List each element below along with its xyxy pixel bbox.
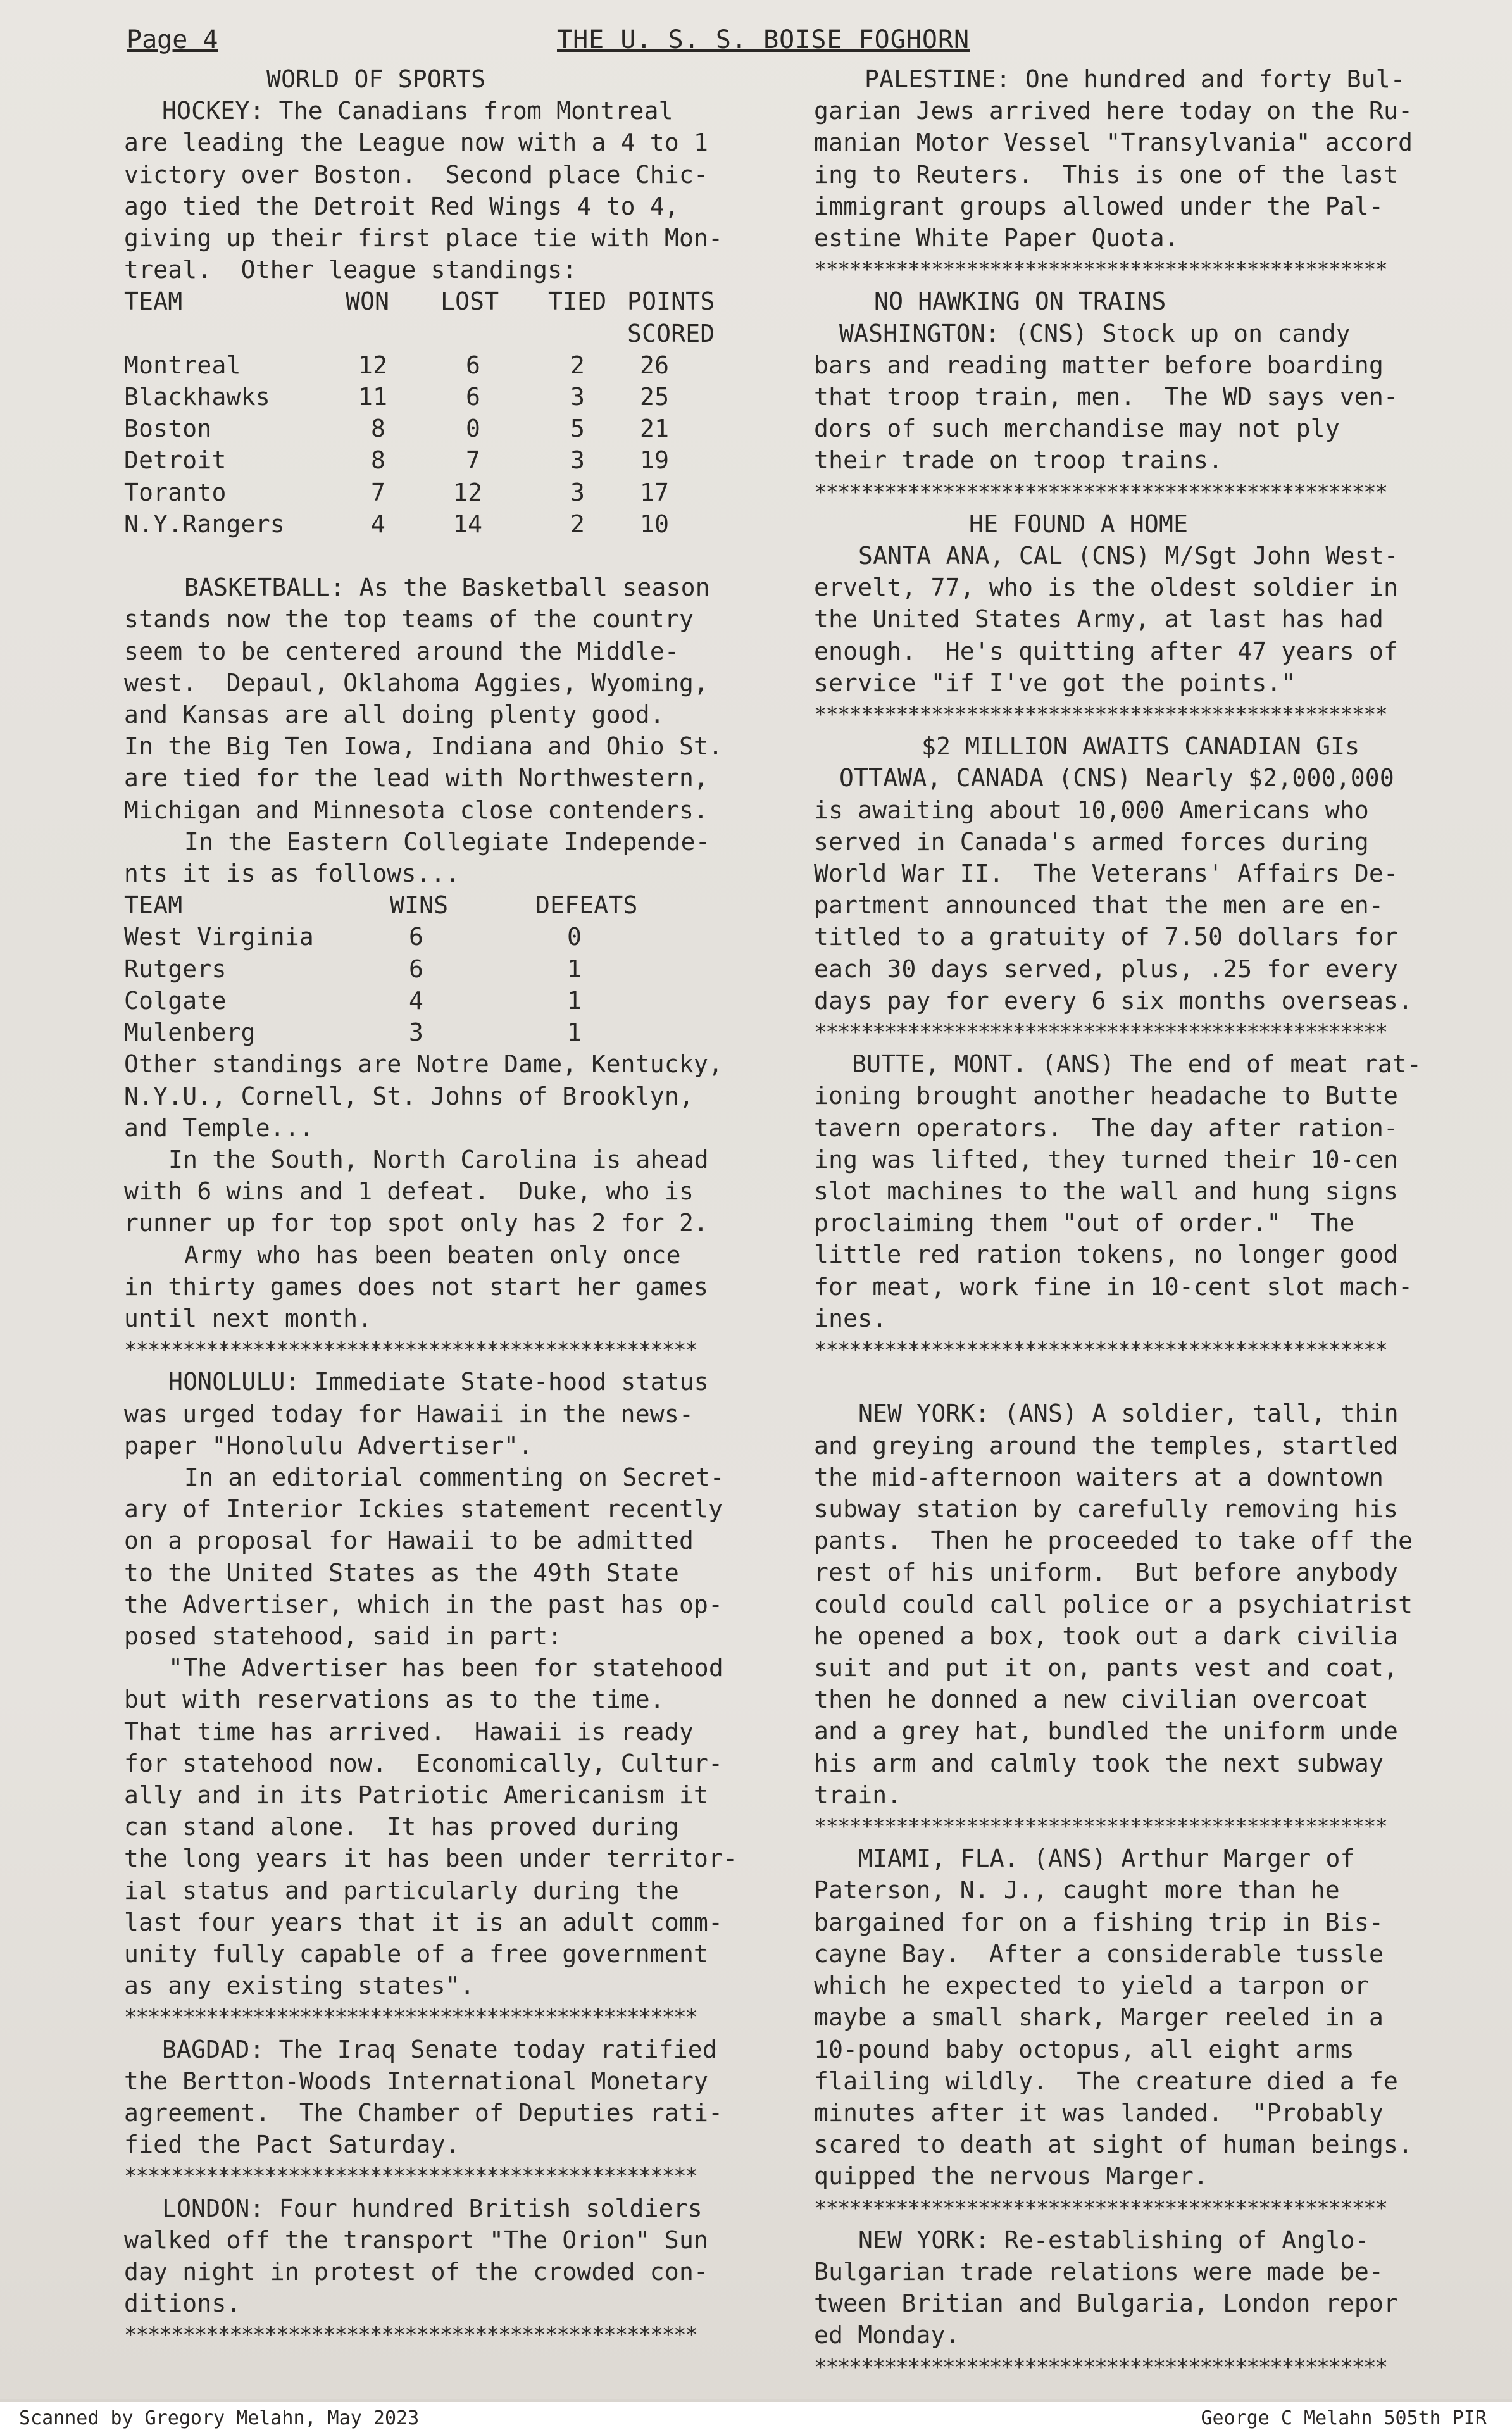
article-line: and a grey hat, bundled the uniform unde	[814, 1717, 1399, 1746]
column-header: TEAM	[124, 891, 183, 920]
article-line: served in Canada's armed forces during	[814, 827, 1369, 856]
hockey-article	[124, 95, 795, 285]
article-line: ed Monday.	[814, 2321, 960, 2350]
london-article	[124, 2193, 795, 2320]
team-name: Toranto	[124, 478, 227, 506]
article-line: ditions.	[124, 2289, 241, 2318]
owner-credit: George C Melahn 505th PIR	[1201, 2407, 1487, 2429]
cell-value: 1	[567, 1018, 582, 1047]
miami-article	[814, 1843, 1485, 2192]
article-line: N.Y.U., Cornell, St. Johns of Brooklyn,	[124, 1082, 694, 1110]
article-headline: HE FOUND A HOME	[969, 510, 1189, 538]
article-line: fied the Pact Saturday.	[124, 2131, 460, 2159]
column-header: LOST	[440, 287, 499, 316]
article-line: for meat, work fine in 10-cent slot mach-	[814, 1272, 1413, 1301]
new-york-article	[814, 1398, 1485, 1811]
article-line: ary of Interior Ickies statement recently	[124, 1495, 723, 1524]
article-line: each 30 days served, plus, .25 for every	[814, 955, 1399, 983]
article-line: ial status and particularly during the	[124, 1876, 679, 1905]
scan-credit: Scanned by Gregory Melahn, May 2023	[19, 2407, 420, 2429]
column-header: POINTS SCORED	[627, 287, 715, 347]
article-line: OTTAWA, CANADA (CNS) Nearly $2,000,000	[839, 764, 1394, 792]
table-header-row	[124, 889, 638, 921]
article-line: the mid-afternoon waiters at a downtown	[814, 1463, 1384, 1491]
article-line: ago tied the Detroit Red Wings 4 to 4,	[124, 192, 679, 220]
article-line: SANTA ANA, CAL (CNS) M/Sgt John West-	[858, 542, 1399, 570]
cell-value: 6	[409, 955, 424, 983]
table-row	[124, 477, 735, 508]
article-line: but with reservations as to the time.	[124, 1686, 665, 1714]
cell-value: 0	[466, 415, 481, 443]
article-line: BASKETBALL: As the Basketball season	[184, 573, 710, 602]
cell-value: 4	[409, 986, 424, 1015]
table-row	[124, 444, 735, 476]
article-line: World War II. The Veterans' Affairs De-	[814, 860, 1399, 888]
cell-value: 3	[409, 1018, 424, 1047]
article-line: the long years it has been under territor-	[124, 1844, 738, 1873]
hawking-article	[814, 318, 1485, 477]
team-name: Colgate	[124, 986, 227, 1015]
column-header: DEFEATS	[535, 891, 638, 920]
cell-value: 12	[358, 351, 388, 379]
cell-value: 11	[358, 383, 388, 411]
article-line: quipped the nervous Marger.	[814, 2162, 1209, 2191]
team-name: Mulenberg	[124, 1018, 256, 1047]
article-line: posed statehood, said in part:	[124, 1622, 563, 1650]
team-name: West Virginia	[124, 923, 315, 951]
cell-value: 8	[371, 446, 386, 475]
cell-value: 6	[409, 923, 424, 951]
hockey-standings-table	[124, 285, 735, 540]
article-line: walked off the transport "The Orion" Sun	[124, 2225, 709, 2254]
left-column	[124, 63, 795, 2351]
cell-value: 26	[640, 351, 670, 379]
article-line: train.	[814, 1781, 902, 1809]
article-line: ing to Reuters. This is one of the last	[814, 160, 1399, 189]
article-line: giving up their first place tie with Mon-	[124, 224, 723, 253]
article-line: In an editorial commenting on Secret-	[184, 1463, 725, 1491]
article-line: can stand alone. It has proved during	[124, 1813, 679, 1841]
table-row	[124, 953, 638, 985]
column-header: TEAM	[124, 287, 183, 316]
right-column	[814, 63, 1485, 2383]
article-line: and Kansas are all doing plenty good.	[124, 701, 665, 729]
newspaper-title: THE U. S. S. BOISE FOGHORN	[557, 25, 970, 54]
article-line: enough. He's quitting after 47 years of	[814, 637, 1399, 665]
cell-value: 12	[453, 478, 483, 506]
article-line: his arm and calmly took the next subway	[814, 1749, 1384, 1777]
article-line: victory over Boston. Second place Chic-	[124, 160, 709, 189]
table-row	[124, 985, 638, 1017]
article-line: subway station by carefully removing his	[814, 1495, 1399, 1524]
article-headline: NO HAWKING ON TRAINS	[874, 287, 1166, 316]
article-line: to the United States as the 49th State	[124, 1558, 679, 1587]
article-line: was urged today for Hawaii in the news-	[124, 1399, 694, 1428]
cell-value: 1	[567, 986, 582, 1015]
table-row	[124, 921, 638, 953]
cell-value: 10	[640, 510, 670, 538]
article-line: tween Britian and Bulgaria, London repor	[814, 2289, 1399, 2318]
cell-value: 25	[640, 383, 670, 411]
article-line: In the South, North Carolina is ahead	[168, 1145, 709, 1174]
article-line: ing was lifted, they turned their 10-cen	[814, 1145, 1399, 1174]
sports-title: WORLD OF SPORTS	[266, 65, 486, 93]
article-line: bars and reading matter before boarding	[814, 351, 1384, 379]
article-line: HONOLULU: Immediate State-hood status	[168, 1368, 709, 1396]
article-line: partment announced that the men are en-	[814, 891, 1384, 920]
article-line: on a proposal for Hawaii to be admitted	[124, 1527, 694, 1555]
article-line: tavern operators. The day after ration-	[814, 1113, 1399, 1142]
article-line: In the Eastern Collegiate Independe-	[184, 827, 710, 856]
separator: *************************************************	[124, 1337, 697, 1363]
article-line: the Bertton-Woods International Monetary	[124, 2067, 709, 2095]
spacer	[814, 1366, 1485, 1398]
article-line: LONDON: Four hundred British soldiers	[162, 2194, 703, 2222]
cell-value: 6	[466, 383, 481, 411]
article-line: garian Jews arrived here today on the Ru-	[814, 97, 1413, 125]
basketball-article-continued	[124, 1048, 795, 1334]
article-line: ervelt, 77, who is the oldest soldier in	[814, 573, 1399, 602]
article-line: Bulgarian trade relations were made be-	[814, 2257, 1384, 2286]
article-line: stands now the top teams of the country	[124, 605, 694, 634]
home-article	[814, 540, 1485, 699]
article-line: 10-pound baby octopus, all eight arms	[814, 2035, 1354, 2063]
article-line: and Temple...	[124, 1113, 315, 1142]
cell-value: 21	[640, 415, 670, 443]
article-line: manian Motor Vessel "Transylvania" accord	[814, 128, 1413, 157]
separator: *************************************************	[814, 702, 1387, 728]
article-line: PALESTINE: One hundred and forty Bul-	[865, 65, 1405, 93]
article-line: runner up for top spot only has 2 for 2.	[124, 1209, 709, 1237]
article-line: with 6 wins and 1 defeat. Duke, who is	[124, 1177, 694, 1206]
team-name: Rutgers	[124, 955, 227, 983]
article-line: treal. Other league standings:	[124, 256, 577, 284]
cell-value: 4	[371, 510, 386, 538]
cell-value: 0	[567, 923, 582, 951]
separator: *************************************************	[814, 257, 1387, 283]
article-line: the Advertiser, which in the past has op-	[124, 1590, 723, 1618]
article-line: Michigan and Minnesota close contenders.	[124, 796, 709, 824]
article-line: bargained for on a fishing trip in Bis-	[814, 1908, 1384, 1936]
article-line: Army who has been beaten only once	[184, 1241, 681, 1269]
cell-value: 2	[570, 510, 585, 538]
butte-article	[814, 1048, 1485, 1334]
article-line: Other standings are Notre Dame, Kentucky,	[124, 1050, 723, 1079]
article-line: "The Advertiser has been for statehood	[168, 1654, 723, 1682]
separator: *************************************************	[814, 2354, 1387, 2380]
team-name: Boston	[124, 415, 212, 443]
article-line: minutes after it was landed. "Probably	[814, 2098, 1384, 2127]
article-line: then he donned a new civilian overcoat	[814, 1686, 1369, 1714]
article-line: dors of such merchandise may not ply	[814, 415, 1340, 443]
article-line: rest of his uniform. But before anybody	[814, 1558, 1399, 1587]
palestine-article	[814, 63, 1485, 254]
article-line: nts it is as follows...	[124, 860, 460, 888]
honolulu-article	[124, 1366, 795, 2001]
article-line: little red ration tokens, no longer good	[814, 1241, 1399, 1269]
team-name: Montreal	[124, 351, 241, 379]
article-line: maybe a small shark, Marger reeled in a	[814, 2003, 1384, 2032]
article-line: MIAMI, FLA. (ANS) Arthur Marger of	[858, 1844, 1355, 1873]
column-header: WINS	[390, 891, 449, 920]
separator: *************************************************	[124, 2163, 697, 2189]
article-line: are leading the League now with a 4 to 1	[124, 128, 709, 157]
team-name: Detroit	[124, 446, 227, 475]
article-line: immigrant groups allowed under the Pal-	[814, 192, 1384, 220]
cell-value: 7	[371, 478, 386, 506]
article-line: BAGDAD: The Iraq Senate today ratified	[162, 2035, 717, 2063]
column-header: TIED	[548, 287, 607, 316]
cell-value: 14	[453, 510, 483, 538]
article-line: which he expected to yield a tarpon or	[814, 1972, 1369, 2000]
scan-footer	[0, 2402, 1512, 2435]
separator: *************************************************	[814, 2195, 1387, 2221]
article-line: That time has arrived. Hawaii is ready	[124, 1717, 694, 1746]
article-line: WASHINGTON: (CNS) Stock up on candy	[839, 319, 1351, 347]
article-line: suit and put it on, pants vest and coat,	[814, 1654, 1399, 1682]
cell-value: 3	[570, 446, 585, 475]
article-line: agreement. The Chamber of Deputies rati-	[124, 2098, 723, 2127]
basketball-article	[124, 572, 795, 889]
article-line: service "if I've got the points."	[814, 668, 1296, 697]
page-number: Page 4	[127, 25, 218, 54]
team-name: Blackhawks	[124, 383, 270, 411]
team-name: N.Y.Rangers	[124, 510, 285, 538]
spacer	[124, 540, 795, 572]
article-line: NEW YORK: (ANS) A soldier, tall, thin	[858, 1399, 1399, 1428]
article-headline: $2 MILLION AWAITS CANADIAN GIs	[922, 732, 1360, 761]
article-line: is awaiting about 10,000 Americans who	[814, 796, 1369, 824]
cell-value: 2	[570, 351, 585, 379]
table-row	[124, 1017, 638, 1048]
cell-value: 8	[371, 415, 386, 443]
article-line: paper "Honolulu Advertiser".	[124, 1431, 534, 1460]
table-row	[124, 413, 735, 444]
article-line: proclaiming them "out of order." The	[814, 1209, 1354, 1237]
article-line: in thirty games does not start her games	[124, 1272, 709, 1301]
cell-value: 5	[570, 415, 585, 443]
article-line: last four years that it is an adult comm-	[124, 1908, 723, 1936]
article-line: cayne Bay. After a considerable tussle	[814, 1939, 1384, 1968]
separator: *************************************************	[814, 479, 1387, 505]
table-row	[124, 508, 735, 540]
separator: *************************************************	[124, 2322, 697, 2348]
table-row	[124, 381, 735, 413]
article-line: for statehood now. Economically, Cultur-	[124, 1749, 723, 1777]
cell-value: 19	[640, 446, 670, 475]
cell-value: 3	[570, 478, 585, 506]
cell-value: 3	[570, 383, 585, 411]
separator: *************************************************	[814, 1337, 1387, 1363]
cell-value: 7	[466, 446, 481, 475]
article-line: flailing wildly. The creature died a fe	[814, 2067, 1399, 2095]
article-line: as any existing states".	[124, 1972, 475, 2000]
article-line: could could call police or a psychiatrist	[814, 1590, 1413, 1618]
separator: *************************************************	[814, 1814, 1387, 1840]
article-line: day night in protest of the crowded con-	[124, 2257, 709, 2286]
article-line: NEW YORK: Re-establishing of Anglo-	[858, 2225, 1370, 2254]
article-line: ioning brought another headache to Butte	[814, 1082, 1399, 1110]
basketball-standings-table	[124, 889, 638, 1048]
article-line: estine White Paper Quota.	[814, 224, 1179, 253]
article-line: are tied for the lead with Northwestern,	[124, 764, 709, 792]
new-york-trade-article	[814, 2224, 1485, 2351]
table-row	[124, 349, 735, 381]
article-line: he opened a box, took out a dark civilia	[814, 1622, 1399, 1650]
article-line: west. Depaul, Oklahoma Aggies, Wyoming,	[124, 668, 709, 697]
article-line: BUTTE, MONT. (ANS) The end of meat rat-	[852, 1050, 1422, 1079]
article-line: Paterson, N. J., caught more than he	[814, 1876, 1340, 1905]
article-line: seem to be centered around the Middle-	[124, 637, 679, 665]
cell-value: 17	[640, 478, 670, 506]
separator: *************************************************	[124, 2005, 697, 2031]
separator: *************************************************	[814, 1020, 1387, 1046]
article-line: until next month.	[124, 1304, 373, 1332]
page-header	[127, 25, 1481, 63]
article-line: pants. Then he proceeded to take off the	[814, 1527, 1413, 1555]
table-header-row	[124, 285, 735, 349]
article-line: and greying around the temples, startled	[814, 1431, 1399, 1460]
article-line: slot machines to the wall and hung signs	[814, 1177, 1399, 1206]
article-line: In the Big Ten Iowa, Indiana and Ohio St.	[124, 732, 723, 761]
article-line: ally and in its Patriotic Americanism it	[124, 1781, 709, 1809]
column-header: WON	[346, 287, 390, 316]
million-article	[814, 762, 1485, 1017]
cell-value: 6	[466, 351, 481, 379]
article-line: ines.	[814, 1304, 887, 1332]
article-line: HOCKEY: The Canadians from Montreal	[162, 97, 673, 125]
article-line: days pay for every 6 six months overseas.	[814, 986, 1413, 1015]
article-line: titled to a gratuity of 7.50 dollars for	[814, 923, 1399, 951]
article-line: their trade on troop trains.	[814, 446, 1223, 475]
article-line: the United States Army, at last has had	[814, 605, 1384, 634]
bagdad-article	[124, 2034, 795, 2161]
cell-value: 1	[567, 955, 582, 983]
article-line: unity fully capable of a free government	[124, 1939, 709, 1968]
article-line: scared to death at sight of human beings.	[814, 2131, 1413, 2159]
article-line: that troop train, men. The WD says ven-	[814, 383, 1399, 411]
